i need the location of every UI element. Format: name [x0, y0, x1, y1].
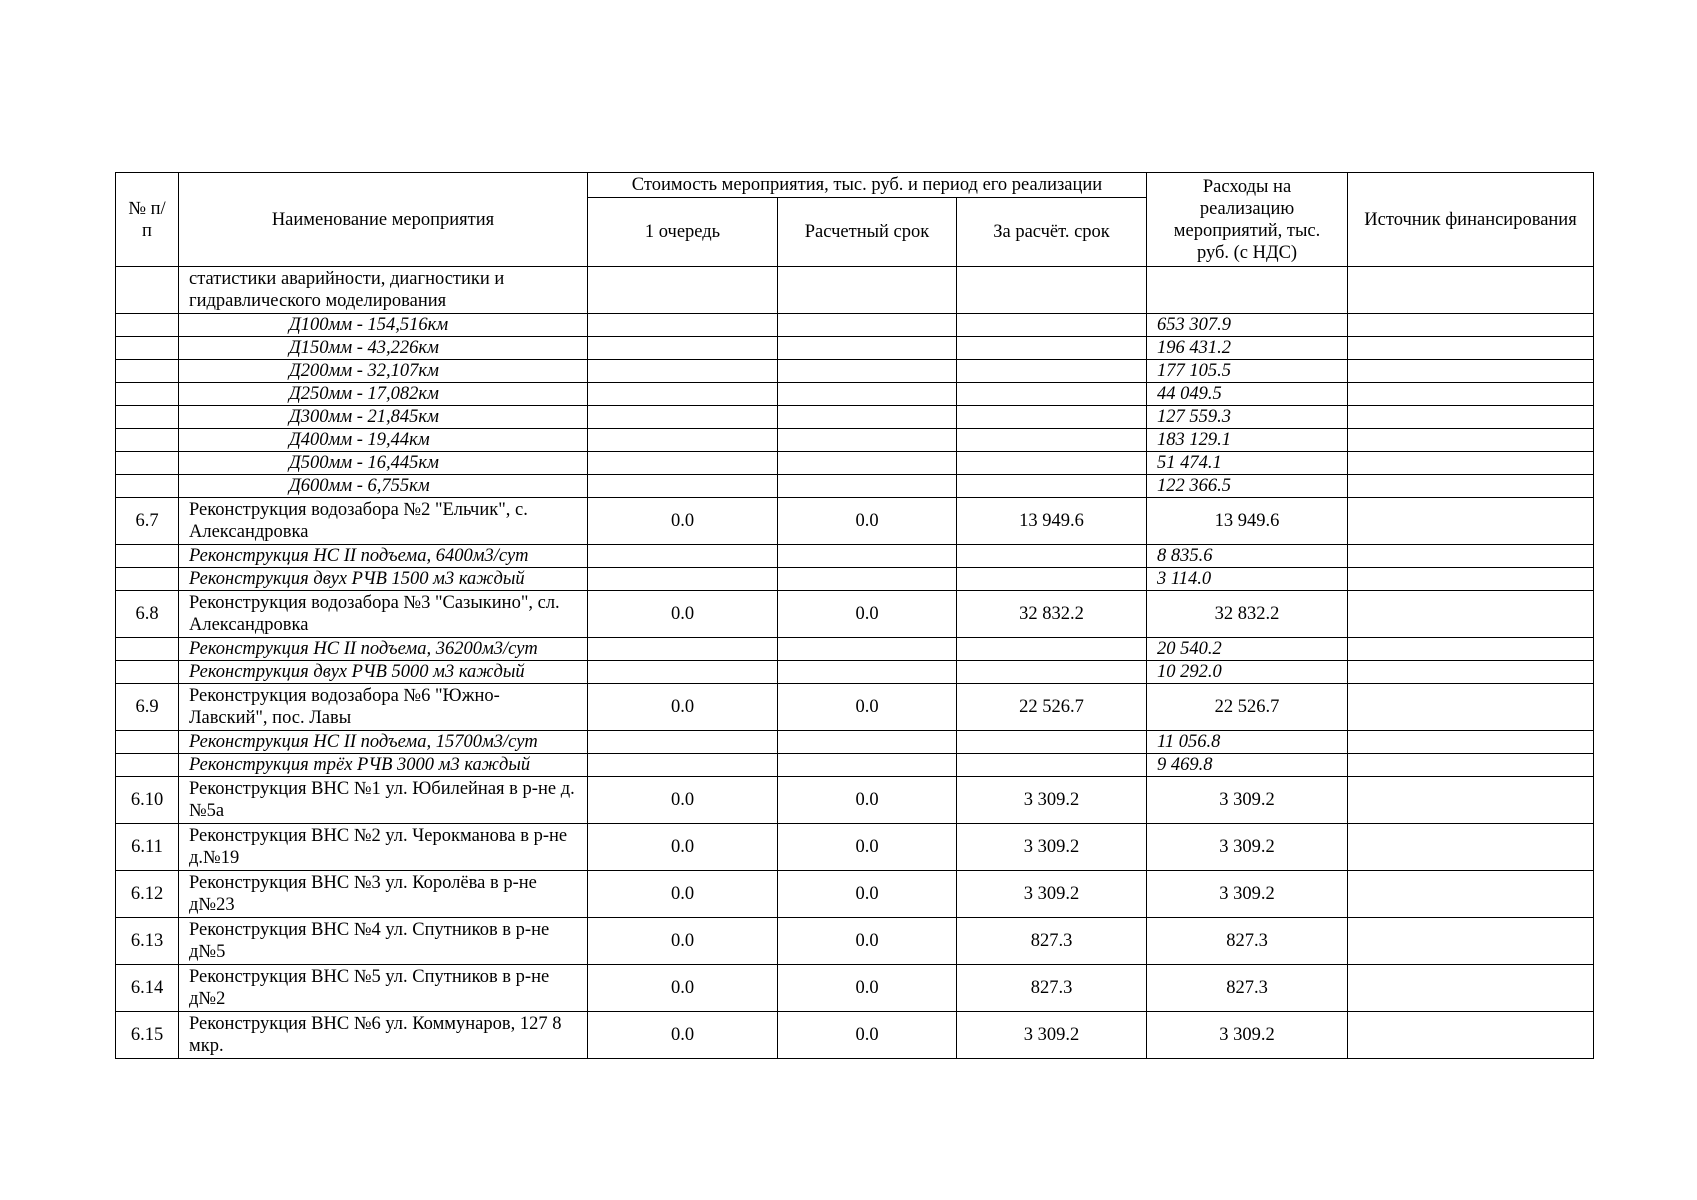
row-calc-term-cell [778, 568, 957, 591]
row-number-cell [116, 383, 179, 406]
row-number-cell [116, 267, 179, 314]
table-row [116, 824, 1594, 871]
row-calc-term-cell: 0.0 [778, 965, 957, 1012]
row-name-cell: Д500мм - 16,445км [179, 452, 588, 475]
row-source-cell [1348, 545, 1594, 568]
row-expenses-cell: 3 309.2 [1147, 824, 1348, 871]
row-source-cell [1348, 406, 1594, 429]
row-for-calc-term-cell [957, 267, 1147, 314]
row-stage1-cell [588, 383, 778, 406]
header-source: Источник финансирования [1348, 173, 1594, 267]
row-for-calc-term-cell [957, 661, 1147, 684]
row-stage1-cell [588, 429, 778, 452]
header-expenses: Расходы на реализацию мероприятий, тыс. руб. (с НДС) [1147, 173, 1348, 267]
row-source-cell [1348, 1012, 1594, 1059]
row-for-calc-term-cell: 827.3 [957, 918, 1147, 965]
row-stage1-cell [588, 661, 778, 684]
row-calc-term-cell: 0.0 [778, 777, 957, 824]
row-calc-term-cell [778, 360, 957, 383]
table-row [116, 638, 1594, 661]
row-expenses-cell [1147, 267, 1348, 314]
row-expenses-cell: 122 366.5 [1147, 475, 1348, 498]
row-for-calc-term-cell [957, 731, 1147, 754]
row-stage1-cell [588, 360, 778, 383]
row-name-cell: Реконструкция ВНС №2 ул. Черокманова в р-не д.№19 [179, 824, 588, 871]
row-expenses-cell: 653 307.9 [1147, 314, 1348, 337]
row-for-calc-term-cell: 3 309.2 [957, 871, 1147, 918]
row-source-cell [1348, 918, 1594, 965]
row-stage1-cell [588, 568, 778, 591]
table-row [116, 545, 1594, 568]
row-source-cell [1348, 267, 1594, 314]
row-for-calc-term-cell: 22 526.7 [957, 684, 1147, 731]
row-for-calc-term-cell: 3 309.2 [957, 824, 1147, 871]
row-number-cell [116, 754, 179, 777]
row-number-cell: 6.14 [116, 965, 179, 1012]
row-number-cell [116, 661, 179, 684]
row-stage1-cell [588, 406, 778, 429]
row-number-cell: 6.11 [116, 824, 179, 871]
row-for-calc-term-cell [957, 475, 1147, 498]
row-source-cell [1348, 871, 1594, 918]
header-stage1: 1 очередь [588, 198, 778, 267]
row-name-cell: Реконструкция водозабора №3 "Сазыкино", сл. Александровка [179, 591, 588, 638]
row-number-cell [116, 545, 179, 568]
row-name-cell: Реконструкция трёх РЧВ 3000 м3 каждый [179, 754, 588, 777]
row-source-cell [1348, 452, 1594, 475]
row-calc-term-cell [778, 337, 957, 360]
row-for-calc-term-cell [957, 337, 1147, 360]
table-row [116, 568, 1594, 591]
row-for-calc-term-cell [957, 754, 1147, 777]
table-row [116, 684, 1594, 731]
header-calc-term: Расчетный срок [778, 198, 957, 267]
table-row [116, 475, 1594, 498]
row-calc-term-cell: 0.0 [778, 498, 957, 545]
row-number-cell: 6.15 [116, 1012, 179, 1059]
row-stage1-cell: 0.0 [588, 777, 778, 824]
row-number-cell [116, 429, 179, 452]
row-source-cell [1348, 360, 1594, 383]
row-calc-term-cell [778, 314, 957, 337]
row-source-cell [1348, 383, 1594, 406]
row-number-cell [116, 475, 179, 498]
row-expenses-cell: 11 056.8 [1147, 731, 1348, 754]
row-stage1-cell: 0.0 [588, 498, 778, 545]
row-expenses-cell: 196 431.2 [1147, 337, 1348, 360]
row-calc-term-cell: 0.0 [778, 871, 957, 918]
row-expenses-cell: 22 526.7 [1147, 684, 1348, 731]
row-source-cell [1348, 498, 1594, 545]
row-number-cell [116, 568, 179, 591]
row-calc-term-cell [778, 429, 957, 452]
row-stage1-cell [588, 638, 778, 661]
row-name-cell: статистики аварийности, диагностики и гидравлического моделирования [179, 267, 588, 314]
row-for-calc-term-cell [957, 360, 1147, 383]
row-calc-term-cell: 0.0 [778, 918, 957, 965]
row-name-cell: Реконструкция двух РЧВ 5000 м3 каждый [179, 661, 588, 684]
row-for-calc-term-cell: 13 949.6 [957, 498, 1147, 545]
row-for-calc-term-cell: 3 309.2 [957, 1012, 1147, 1059]
row-stage1-cell [588, 545, 778, 568]
row-stage1-cell [588, 475, 778, 498]
row-number-cell [116, 337, 179, 360]
row-number-cell [116, 314, 179, 337]
table-row [116, 314, 1594, 337]
row-number-cell: 6.9 [116, 684, 179, 731]
document-page [115, 172, 1593, 1059]
table-row [116, 452, 1594, 475]
table-row [116, 267, 1594, 314]
measures-table [115, 172, 1594, 1059]
row-expenses-cell: 3 114.0 [1147, 568, 1348, 591]
table-row [116, 731, 1594, 754]
row-calc-term-cell: 0.0 [778, 1012, 957, 1059]
row-name-cell: Д250мм - 17,082км [179, 383, 588, 406]
row-number-cell: 6.7 [116, 498, 179, 545]
table-row [116, 591, 1594, 638]
row-stage1-cell: 0.0 [588, 918, 778, 965]
row-source-cell [1348, 731, 1594, 754]
row-expenses-cell: 32 832.2 [1147, 591, 1348, 638]
row-number-cell: 6.13 [116, 918, 179, 965]
table-row [116, 498, 1594, 545]
row-stage1-cell: 0.0 [588, 871, 778, 918]
row-stage1-cell [588, 731, 778, 754]
row-for-calc-term-cell [957, 545, 1147, 568]
header-name: Наименование мероприятия [179, 173, 588, 267]
row-for-calc-term-cell [957, 429, 1147, 452]
table-row [116, 360, 1594, 383]
table-row [116, 918, 1594, 965]
row-for-calc-term-cell [957, 383, 1147, 406]
row-for-calc-term-cell: 3 309.2 [957, 777, 1147, 824]
row-expenses-cell: 827.3 [1147, 918, 1348, 965]
table-row [116, 337, 1594, 360]
header-for-calc-term: За расчёт. срок [957, 198, 1147, 267]
row-calc-term-cell: 0.0 [778, 684, 957, 731]
row-calc-term-cell [778, 267, 957, 314]
row-expenses-cell: 183 129.1 [1147, 429, 1348, 452]
row-for-calc-term-cell: 32 832.2 [957, 591, 1147, 638]
row-stage1-cell [588, 754, 778, 777]
row-source-cell [1348, 568, 1594, 591]
row-source-cell [1348, 638, 1594, 661]
table-row [116, 871, 1594, 918]
row-expenses-cell: 44 049.5 [1147, 383, 1348, 406]
row-name-cell: Реконструкция водозабора №2 "Ельчик", с. Александровка [179, 498, 588, 545]
table-row [116, 406, 1594, 429]
row-for-calc-term-cell [957, 638, 1147, 661]
table-row [116, 777, 1594, 824]
row-expenses-cell: 9 469.8 [1147, 754, 1348, 777]
row-for-calc-term-cell: 827.3 [957, 965, 1147, 1012]
row-name-cell: Реконструкция ВНС №1 ул. Юбилейная в р-не д.№5а [179, 777, 588, 824]
row-stage1-cell: 0.0 [588, 1012, 778, 1059]
table-row [116, 661, 1594, 684]
table-body [116, 267, 1594, 1059]
row-source-cell [1348, 965, 1594, 1012]
row-calc-term-cell [778, 754, 957, 777]
row-expenses-cell: 3 309.2 [1147, 777, 1348, 824]
row-expenses-cell: 827.3 [1147, 965, 1348, 1012]
row-for-calc-term-cell [957, 568, 1147, 591]
table-row [116, 429, 1594, 452]
row-number-cell [116, 360, 179, 383]
row-calc-term-cell: 0.0 [778, 824, 957, 871]
row-calc-term-cell [778, 475, 957, 498]
row-name-cell: Д300мм - 21,845км [179, 406, 588, 429]
row-expenses-cell: 127 559.3 [1147, 406, 1348, 429]
row-expenses-cell: 3 309.2 [1147, 871, 1348, 918]
row-source-cell [1348, 824, 1594, 871]
row-source-cell [1348, 684, 1594, 731]
row-source-cell [1348, 475, 1594, 498]
row-expenses-cell: 3 309.2 [1147, 1012, 1348, 1059]
row-stage1-cell: 0.0 [588, 591, 778, 638]
row-number-cell [116, 452, 179, 475]
row-source-cell [1348, 591, 1594, 638]
row-number-cell: 6.8 [116, 591, 179, 638]
table-row [116, 754, 1594, 777]
row-calc-term-cell [778, 406, 957, 429]
row-name-cell: Д100мм - 154,516км [179, 314, 588, 337]
row-name-cell: Реконструкция ВНС №6 ул. Коммунаров, 127 8 мкр. [179, 1012, 588, 1059]
row-number-cell [116, 638, 179, 661]
row-stage1-cell [588, 267, 778, 314]
table-row [116, 383, 1594, 406]
row-expenses-cell: 10 292.0 [1147, 661, 1348, 684]
row-source-cell [1348, 754, 1594, 777]
row-name-cell: Д600мм - 6,755км [179, 475, 588, 498]
row-number-cell: 6.12 [116, 871, 179, 918]
row-number-cell [116, 731, 179, 754]
row-calc-term-cell: 0.0 [778, 591, 957, 638]
row-name-cell: Реконструкция ВНС №3 ул. Королёва в р-не д№23 [179, 871, 588, 918]
header-num: № п/п [116, 173, 179, 267]
row-number-cell: 6.10 [116, 777, 179, 824]
row-expenses-cell: 177 105.5 [1147, 360, 1348, 383]
row-name-cell: Реконструкция НС II подъема, 15700м3/сут [179, 731, 588, 754]
row-stage1-cell [588, 337, 778, 360]
row-calc-term-cell [778, 731, 957, 754]
row-for-calc-term-cell [957, 314, 1147, 337]
row-number-cell [116, 406, 179, 429]
row-calc-term-cell [778, 545, 957, 568]
row-name-cell: Д200мм - 32,107км [179, 360, 588, 383]
row-stage1-cell [588, 452, 778, 475]
row-source-cell [1348, 429, 1594, 452]
row-calc-term-cell [778, 638, 957, 661]
row-name-cell: Реконструкция двух РЧВ 1500 м3 каждый [179, 568, 588, 591]
row-name-cell: Реконструкция НС II подъема, 6400м3/сут [179, 545, 588, 568]
row-expenses-cell: 51 474.1 [1147, 452, 1348, 475]
row-source-cell [1348, 777, 1594, 824]
row-name-cell: Реконструкция ВНС №4 ул. Спутников в р-не д№5 [179, 918, 588, 965]
row-expenses-cell: 20 540.2 [1147, 638, 1348, 661]
table-row [116, 1012, 1594, 1059]
row-source-cell [1348, 314, 1594, 337]
row-stage1-cell: 0.0 [588, 824, 778, 871]
row-name-cell: Реконструкция водозабора №6 "Южно-Лавский", пос. Лавы [179, 684, 588, 731]
row-stage1-cell [588, 314, 778, 337]
row-calc-term-cell [778, 661, 957, 684]
row-stage1-cell: 0.0 [588, 965, 778, 1012]
row-name-cell: Реконструкция ВНС №5 ул. Спутников в р-не д№2 [179, 965, 588, 1012]
row-expenses-cell: 13 949.6 [1147, 498, 1348, 545]
row-stage1-cell: 0.0 [588, 684, 778, 731]
row-source-cell [1348, 661, 1594, 684]
header-cost-group: Стоимость мероприятия, тыс. руб. и период его реализации [588, 173, 1147, 198]
row-name-cell: Реконструкция НС II подъема, 36200м3/сут [179, 638, 588, 661]
row-calc-term-cell [778, 452, 957, 475]
row-for-calc-term-cell [957, 406, 1147, 429]
row-calc-term-cell [778, 383, 957, 406]
row-source-cell [1348, 337, 1594, 360]
row-expenses-cell: 8 835.6 [1147, 545, 1348, 568]
row-name-cell: Д400мм - 19,44км [179, 429, 588, 452]
row-for-calc-term-cell [957, 452, 1147, 475]
row-name-cell: Д150мм - 43,226км [179, 337, 588, 360]
table-row [116, 965, 1594, 1012]
